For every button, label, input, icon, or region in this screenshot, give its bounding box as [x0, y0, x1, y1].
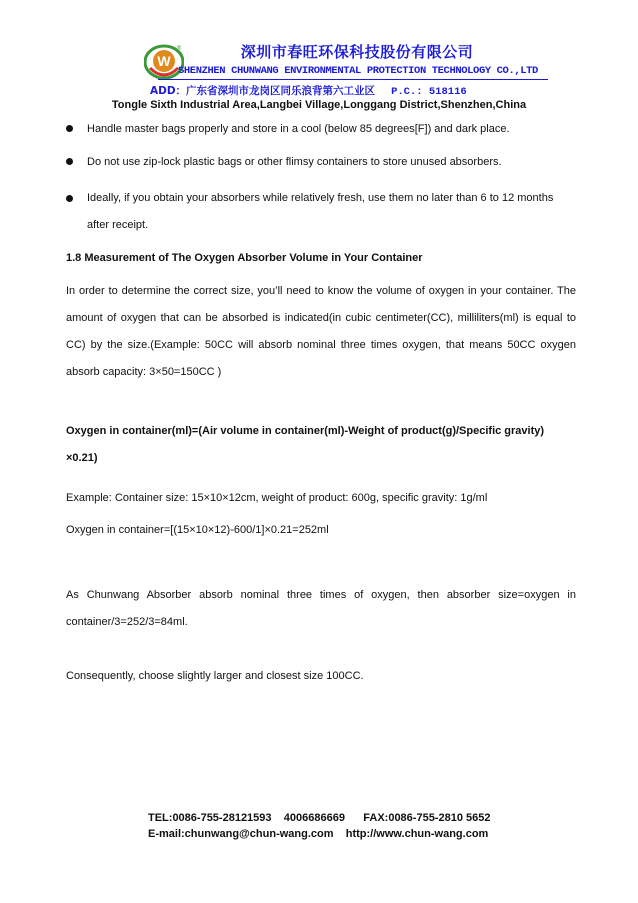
calculation-text: Oxygen in container=[(15×10×12)-600/1]×0.21=252ml: [66, 524, 329, 536]
bullet-dot-icon: [66, 195, 73, 202]
conclusion-text: Consequently, choose slightly larger and closest size 100CC.: [66, 670, 364, 682]
logo-letter: W: [157, 53, 171, 69]
formula: Oxygen in container(ml)=(Air volume in container(ml)-Weight of product(g)/Specific gravity) ×0.21): [66, 425, 545, 464]
address-chinese-line: [150, 83, 467, 98]
logo-registered-mark: ®: [176, 46, 182, 52]
footer-contact: TEL:0086-755-28121593 4006686669 FAX:0086-755-2810 5652: [148, 812, 491, 824]
document-body: [66, 119, 576, 686]
footer-web: E-mail:chunwang@chun-wang.com http://www.chun-wang.com: [148, 828, 489, 840]
bullet-dot-icon: [66, 158, 73, 165]
letterhead: [0, 0, 638, 115]
bullet-dot-icon: [66, 125, 73, 132]
address-english: Tongle Sixth Industrial Area,Langbei Village,Longgang District,Shenzhen,China: [111, 99, 527, 111]
example-text: Example: Container size: 15×10×12cm, weight of product: 600g, specific gravity: 1g/ml: [66, 492, 488, 504]
header-divider: [158, 79, 548, 80]
bullet-text: Handle master bags properly and store in a cool (below 85 degrees[F]) and dark place.: [87, 123, 510, 135]
bullet-item: [66, 152, 576, 172]
bullet-text: Ideally, if you obtain your absorbers while relatively fresh, use them no later than 6 to 12 months after receipt.: [87, 192, 554, 231]
address-chinese: ADD：广东省深圳市龙岗区同乐浪背第六工业区: [150, 85, 376, 97]
bullet-text: Do not use zip-lock plastic bags or other flimsy containers to store unused absorbers.: [87, 156, 502, 168]
absorber-size-text: As Chunwang Absorber absorb nominal three times of oxygen, then absorber size=oxygen in container/3=252/3=84ml.: [66, 589, 576, 628]
company-name-english: SHENZHEN CHUNWANG ENVIRONMENTAL PROTECTION TECHNOLOGY CO.,LTD: [178, 65, 538, 77]
company-name-chinese: 深圳市春旺环保科技股份有限公司: [240, 43, 474, 61]
section-intro: In order to determine the correct size, you’ll need to know the volume of oxygen in your container. The amount of oxygen that can be absorbed is indicated(in cubic centimeter(CC), milliliters(ml) is equal to CC) by the size.(Example: 50CC will absorb nominal three times oxygen, that means 50CC oxygen absorb capacity: 3×50=150CC ): [66, 285, 576, 378]
postcode: P.C.: 518116: [391, 86, 467, 98]
section-heading: 1.8 Measurement of The Oxygen Absorber Volume in Your Container: [66, 252, 423, 264]
bullet-item: [66, 119, 576, 139]
bullet-item: [66, 185, 576, 239]
